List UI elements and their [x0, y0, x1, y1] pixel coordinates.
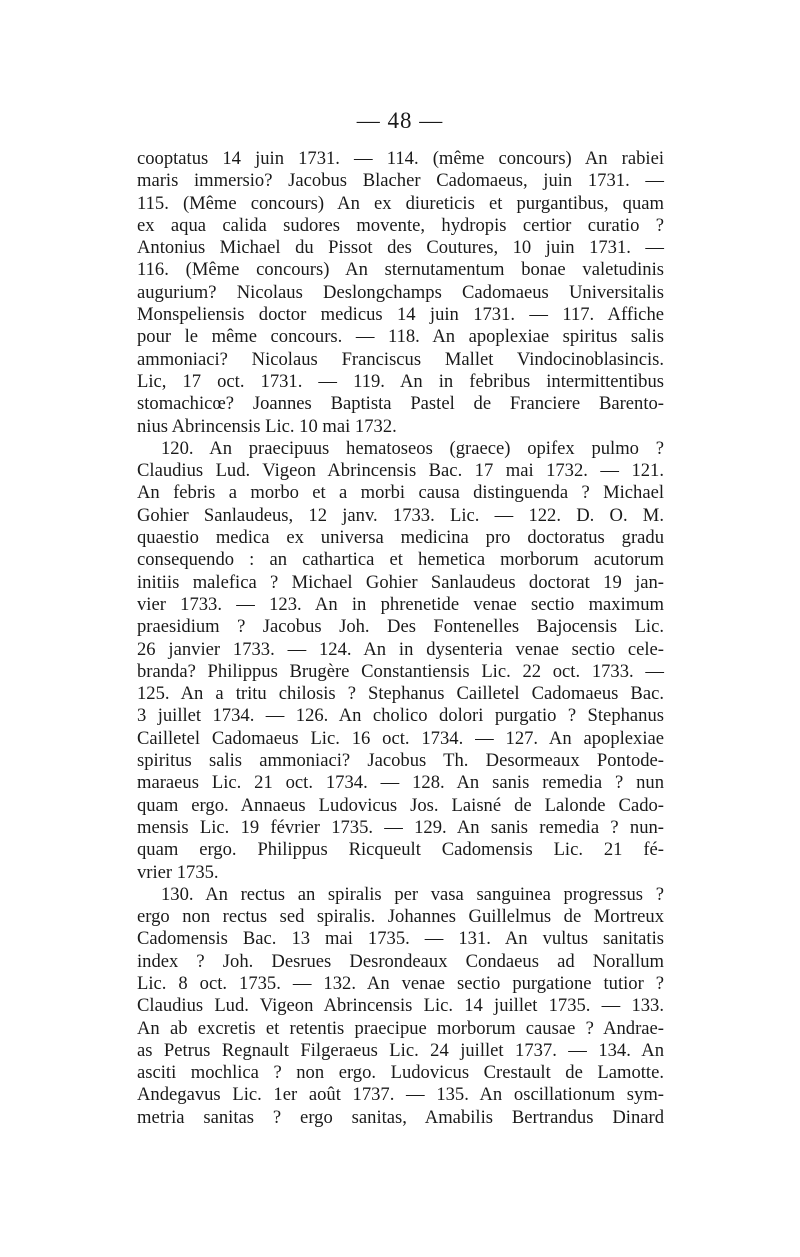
text-line: quam ergo. Annaeus Ludovicus Jos. Laisné de Lalonde Cado- — [137, 794, 664, 816]
text-line: 115. (Même concours) An ex diureticis et purgantibus, quam — [137, 192, 664, 214]
text-line: as Petrus Regnault Filgeraeus Lic. 24 juillet 1737. — 134. An — [137, 1039, 664, 1061]
text-line: 26 janvier 1733. — 124. An in dysenteria venae sectio cele- — [137, 638, 664, 660]
text-line: vrier 1735. — [137, 861, 219, 883]
text-line: 130. An rectus an spiralis per vasa sanguinea progressus ? — [161, 883, 664, 905]
text-line: Lic, 17 oct. 1731. — 119. An in febribus intermittentibus — [137, 370, 664, 392]
text-line: metria sanitas ? ergo sanitas, Amabilis Bertrandus Dinard — [137, 1106, 664, 1128]
text-line: quam ergo. Philippus Ricqueult Cadomensis Lic. 21 fé- — [137, 839, 664, 861]
text-line: ammoniaci? Nicolaus Franciscus Mallet Vindocinoblasincis. — [137, 348, 664, 370]
text-line: Antonius Michael du Pissot des Coutures, 10 juin 1731. — — [137, 237, 664, 259]
text-line: vier 1733. — 123. An in phrenetide venae sectio maximum — [137, 593, 664, 615]
text-line: 125. An a tritu chilosis ? Stephanus Cailletel Cadomaeus Bac. — [137, 683, 664, 705]
text-line: cooptatus 14 juin 1731. — 114. (même concours) An rabiei — [137, 148, 664, 169]
text-line: praesidium ? Jacobus Joh. Des Fontenelles Bajocensis Lic. — [137, 616, 664, 638]
text-line: Cailletel Cadomaeus Lic. 16 oct. 1734. — 127. An apoplexiae — [137, 727, 664, 749]
text-line: An febris a morbo et a morbi causa distinguenda ? Michael — [137, 482, 664, 504]
text-line: An ab excretis et retentis praecipue morborum causae ? Andrae- — [137, 1017, 664, 1039]
text-line: Andegavus Lic. 1er août 1737. — 135. An oscillationum sym- — [137, 1084, 664, 1106]
text-line: consequendo : an cathartica et hemetica morborum acutorum — [137, 549, 664, 571]
text-line: maris immersio? Jacobus Blacher Cadomaeus, juin 1731. — — [137, 170, 664, 192]
text-line: 116. (Même concours) An sternutamentum bonae valetudinis — [137, 259, 664, 281]
text-line: branda? Philippus Brugère Constantiensis Lic. 22 oct. 1733. — — [137, 660, 664, 682]
text-line: ergo non rectus sed spiralis. Johannes Guillelmus de Mortreux — [137, 906, 664, 928]
body-text — [137, 148, 664, 1129]
text-line: Monspeliensis doctor medicus 14 juin 1731. — 117. Affiche — [137, 304, 664, 326]
text-line: augurium? Nicolaus Deslongchamps Cadomaeus Universitalis — [137, 281, 664, 303]
text-line: stomachicœ? Joannes Baptista Pastel de Franciere Barento- — [137, 393, 664, 415]
text-line: spiritus salis ammoniaci? Jacobus Th. Desormeaux Pontode- — [137, 750, 664, 772]
text-line: Claudius Lud. Vigeon Abrincensis Lic. 14 juillet 1735. — 133. — [137, 995, 664, 1017]
page-number: — 48 — — [356, 108, 444, 133]
text-line: maraeus Lic. 21 oct. 1734. — 128. An sanis remedia ? nun — [137, 772, 664, 794]
text-line: Gohier Sanlaudeus, 12 janv. 1733. Lic. — 122. D. O. M. — [137, 504, 664, 526]
text-line: 120. An praecipuus hematoseos (graece) opifex pulmo ? — [161, 437, 664, 459]
text-line: Lic. 8 oct. 1735. — 132. An venae sectio purgatione tutior ? — [137, 972, 664, 994]
text-line: pour le même concours. — 118. An apoplexiae spiritus salis — [137, 326, 664, 348]
text-line: asciti mochlica ? non ergo. Ludovicus Crestault de Lamotte. — [137, 1062, 664, 1084]
text-line: mensis Lic. 19 février 1735. — 129. An sanis remedia ? nun- — [137, 816, 664, 838]
text-line: ex aqua calida sudores movente, hydropis certior curatio ? — [137, 214, 664, 236]
text-line: nius Abrincensis Lic. 10 mai 1732. — [137, 415, 397, 437]
text-line: index ? Joh. Desrues Desrondeaux Condaeus ad Norallum — [137, 950, 664, 972]
text-line: 3 juillet 1734. — 126. An cholico dolori purgatio ? Stephanus — [137, 705, 664, 727]
text-line: quaestio medica ex universa medicina pro doctoratus gradu — [137, 527, 664, 549]
text-line: initiis malefica ? Michael Gohier Sanlaudeus doctorat 19 jan- — [137, 571, 664, 593]
text-line: Cadomensis Bac. 13 mai 1735. — 131. An vultus sanitatis — [137, 928, 664, 950]
text-line: Claudius Lud. Vigeon Abrincensis Bac. 17 mai 1732. — 121. — [137, 460, 664, 482]
